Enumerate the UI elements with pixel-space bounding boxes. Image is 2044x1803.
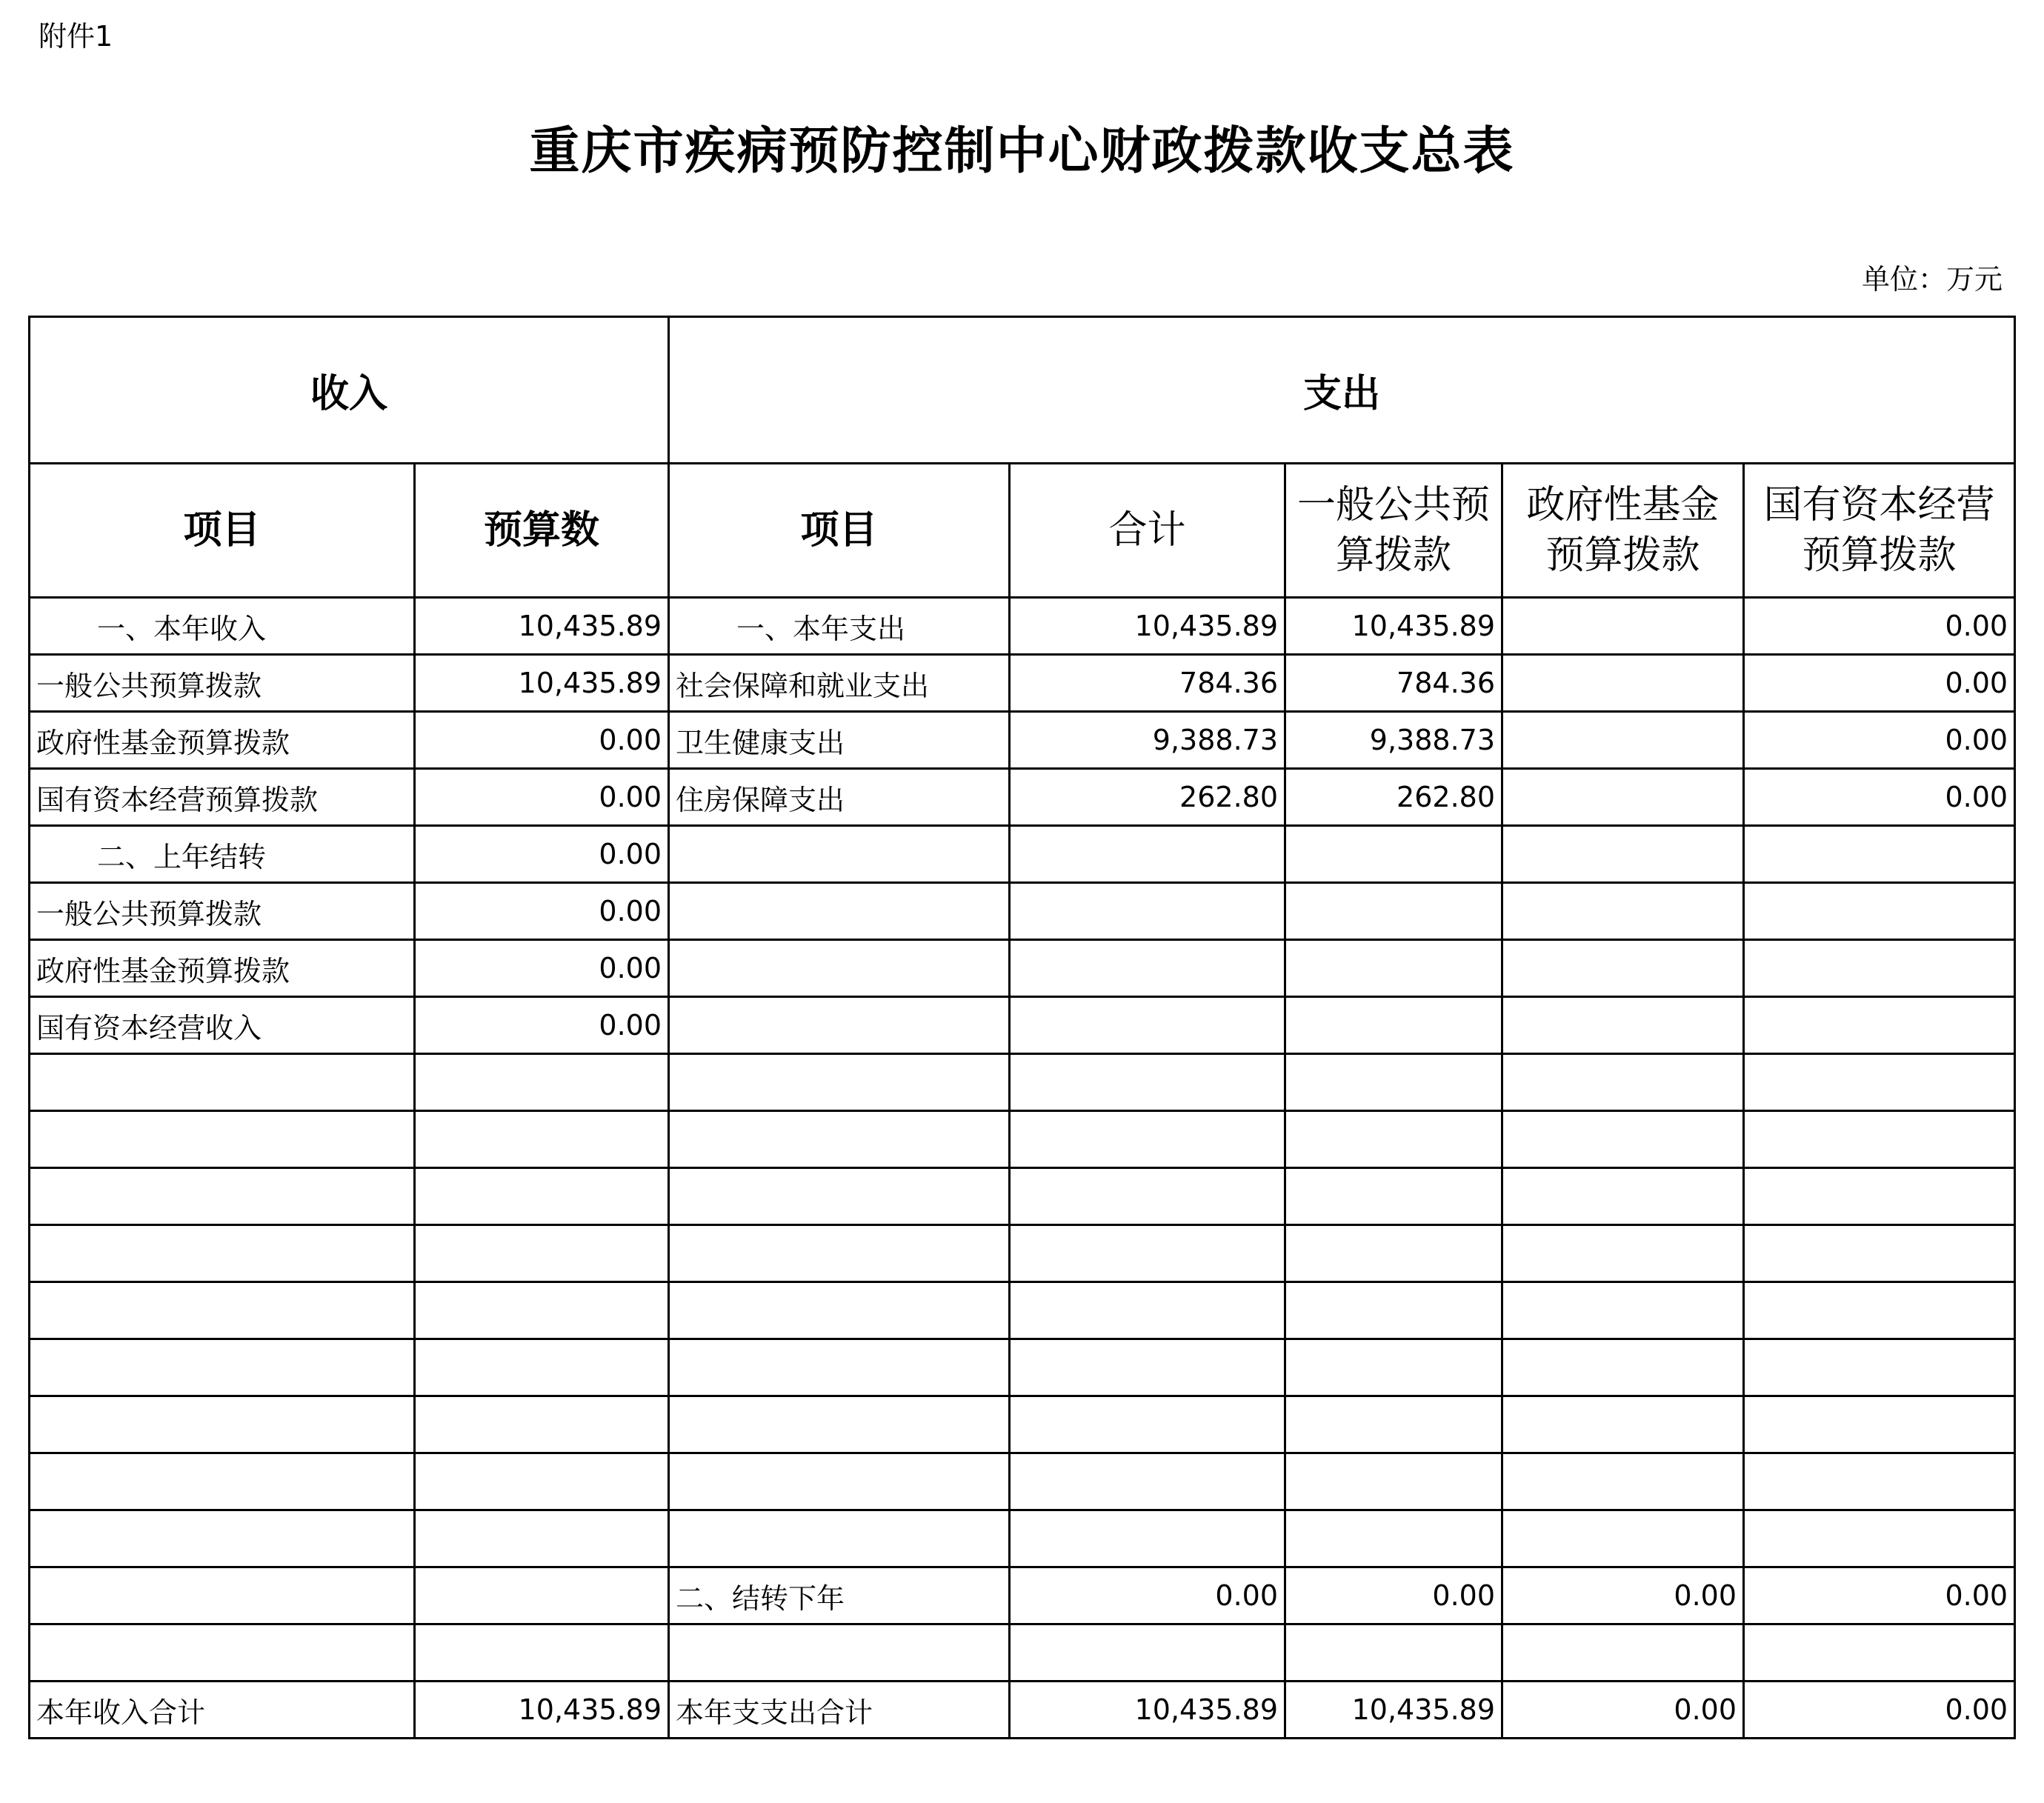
cell-gov-fund <box>1502 655 1744 712</box>
cell-general-public: 10,435.89 <box>1285 1682 1502 1739</box>
cell-total <box>1010 1282 1285 1339</box>
table-row <box>30 1225 2015 1282</box>
cell-total <box>1010 1339 1285 1396</box>
cell-budget: 10,435.89 <box>415 598 669 655</box>
cell-total <box>1010 1510 1285 1567</box>
cell-expense-item: 二、结转下年 <box>669 1567 1010 1624</box>
cell-total: 9,388.73 <box>1010 712 1285 769</box>
cell-state-capital <box>1744 1282 2015 1339</box>
cell-state-capital: 0.00 <box>1744 598 2015 655</box>
cell-total <box>1010 883 1285 940</box>
cell-income-item <box>30 1225 415 1282</box>
cell-income-item: 政府性基金预算拨款 <box>30 712 415 769</box>
cell-total: 262.80 <box>1010 769 1285 826</box>
table-row <box>30 883 2015 940</box>
col-income-item: 项目 <box>30 464 415 598</box>
page-title: 重庆市疾病预防控制中心财政拨款收支总表 <box>529 122 1515 181</box>
cell-total <box>1010 1453 1285 1510</box>
cell-total: 10,435.89 <box>1010 598 1285 655</box>
cell-income-item: 一、本年收入 <box>30 598 415 655</box>
cell-expense-item <box>669 1225 1010 1282</box>
cell-gov-fund <box>1502 1225 1744 1282</box>
cell-state-capital <box>1744 1225 2015 1282</box>
attachment-label: 附件1 <box>39 20 113 53</box>
cell-income-item <box>30 1567 415 1624</box>
cell-budget: 0.00 <box>415 769 669 826</box>
cell-expense-item <box>669 1111 1010 1168</box>
cell-general-public <box>1285 1225 1502 1282</box>
cell-budget <box>415 1567 669 1624</box>
cell-state-capital <box>1744 883 2015 940</box>
cell-gov-fund <box>1502 1510 1744 1567</box>
cell-gov-fund <box>1502 1111 1744 1168</box>
cell-gov-fund <box>1502 1339 1744 1396</box>
cell-expense-item <box>669 1624 1010 1682</box>
table-row <box>30 1111 2015 1168</box>
cell-budget <box>415 1282 669 1339</box>
cell-total <box>1010 940 1285 997</box>
cell-budget: 10,435.89 <box>415 1682 669 1739</box>
cell-general-public <box>1285 1510 1502 1567</box>
column-header-row <box>30 464 2015 598</box>
table-row <box>30 826 2015 883</box>
table-row <box>30 712 2015 769</box>
cell-general-public <box>1285 1453 1502 1510</box>
table-row <box>30 1624 2015 1682</box>
cell-budget: 0.00 <box>415 997 669 1054</box>
cell-budget: 10,435.89 <box>415 655 669 712</box>
cell-state-capital <box>1744 1111 2015 1168</box>
cell-total <box>1010 826 1285 883</box>
table-row <box>30 769 2015 826</box>
cell-budget: 0.00 <box>415 883 669 940</box>
cell-general-public: 10,435.89 <box>1285 598 1502 655</box>
cell-state-capital <box>1744 1510 2015 1567</box>
cell-budget <box>415 1396 669 1453</box>
cell-total <box>1010 997 1285 1054</box>
cell-state-capital <box>1744 1339 2015 1396</box>
cell-expense-item <box>669 1396 1010 1453</box>
cell-gov-fund <box>1502 1054 1744 1111</box>
table-row <box>30 997 2015 1054</box>
cell-expense-item: 社会保障和就业支出 <box>669 655 1010 712</box>
table-row <box>30 1054 2015 1111</box>
cell-total <box>1010 1624 1285 1682</box>
cell-general-public: 9,388.73 <box>1285 712 1502 769</box>
cell-budget <box>415 1453 669 1510</box>
cell-gov-fund: 0.00 <box>1502 1567 1744 1624</box>
cell-gov-fund <box>1502 826 1744 883</box>
cell-state-capital <box>1744 826 2015 883</box>
cell-state-capital <box>1744 1624 2015 1682</box>
col-budget: 预算数 <box>415 464 669 598</box>
table-row <box>30 1567 2015 1624</box>
cell-general-public <box>1285 1339 1502 1396</box>
cell-total <box>1010 1225 1285 1282</box>
cell-general-public <box>1285 1396 1502 1453</box>
cell-budget: 0.00 <box>415 940 669 997</box>
cell-general-public <box>1285 1282 1502 1339</box>
income-section-header: 收入 <box>30 317 669 464</box>
cell-income-item <box>30 1054 415 1111</box>
cell-income-item <box>30 1396 415 1453</box>
cell-gov-fund <box>1502 1282 1744 1339</box>
cell-budget <box>415 1510 669 1567</box>
cell-total: 10,435.89 <box>1010 1682 1285 1739</box>
cell-gov-fund <box>1502 997 1744 1054</box>
cell-budget <box>415 1111 669 1168</box>
table-row <box>30 1682 2015 1739</box>
cell-gov-fund <box>1502 940 1744 997</box>
cell-budget: 0.00 <box>415 712 669 769</box>
table-row <box>30 1510 2015 1567</box>
cell-income-item: 二、上年结转 <box>30 826 415 883</box>
cell-state-capital: 0.00 <box>1744 1682 2015 1739</box>
cell-budget: 0.00 <box>415 826 669 883</box>
cell-income-item <box>30 1282 415 1339</box>
cell-total: 784.36 <box>1010 655 1285 712</box>
cell-general-public: 262.80 <box>1285 769 1502 826</box>
cell-expense-item <box>669 1168 1010 1225</box>
cell-expense-item <box>669 1453 1010 1510</box>
cell-expense-item: 一、本年支出 <box>669 598 1010 655</box>
cell-gov-fund: 0.00 <box>1502 1682 1744 1739</box>
cell-state-capital <box>1744 1168 2015 1225</box>
table-row <box>30 1282 2015 1339</box>
cell-gov-fund <box>1502 769 1744 826</box>
cell-general-public <box>1285 1624 1502 1682</box>
cell-gov-fund <box>1502 1453 1744 1510</box>
cell-gov-fund <box>1502 712 1744 769</box>
cell-budget <box>415 1624 669 1682</box>
cell-gov-fund <box>1502 883 1744 940</box>
cell-expense-item <box>669 826 1010 883</box>
cell-total <box>1010 1111 1285 1168</box>
cell-gov-fund <box>1502 1624 1744 1682</box>
cell-expense-item <box>669 1054 1010 1111</box>
cell-general-public <box>1285 997 1502 1054</box>
cell-state-capital <box>1744 1054 2015 1111</box>
cell-general-public <box>1285 826 1502 883</box>
cell-expense-item <box>669 1510 1010 1567</box>
cell-general-public <box>1285 1054 1502 1111</box>
cell-expense-item: 卫生健康支出 <box>669 712 1010 769</box>
cell-state-capital <box>1744 1396 2015 1453</box>
table-row <box>30 655 2015 712</box>
cell-state-capital <box>1744 940 2015 997</box>
cell-state-capital <box>1744 997 2015 1054</box>
cell-income-item <box>30 1339 415 1396</box>
expense-section-header: 支出 <box>669 317 2015 464</box>
cell-expense-item: 住房保障支出 <box>669 769 1010 826</box>
cell-general-public <box>1285 940 1502 997</box>
cell-income-item: 本年收入合计 <box>30 1682 415 1739</box>
cell-total <box>1010 1168 1285 1225</box>
cell-budget <box>415 1168 669 1225</box>
section-header-row <box>30 317 2015 464</box>
cell-general-public: 784.36 <box>1285 655 1502 712</box>
unit-label: 单位：万元 <box>1861 263 2003 296</box>
cell-state-capital: 0.00 <box>1744 655 2015 712</box>
cell-budget <box>415 1225 669 1282</box>
cell-expense-item: 本年支支出合计 <box>669 1682 1010 1739</box>
cell-expense-item <box>669 997 1010 1054</box>
cell-total: 0.00 <box>1010 1567 1285 1624</box>
cell-expense-item <box>669 940 1010 997</box>
cell-expense-item <box>669 1339 1010 1396</box>
cell-income-item: 政府性基金预算拨款 <box>30 940 415 997</box>
table-row <box>30 1453 2015 1510</box>
cell-income-item: 一般公共预算拨款 <box>30 655 415 712</box>
budget-table <box>28 316 2016 1739</box>
cell-general-public <box>1285 1168 1502 1225</box>
cell-general-public <box>1285 883 1502 940</box>
col-general-public: 一般公共预算拨款 <box>1285 464 1502 598</box>
table-row <box>30 1396 2015 1453</box>
table-row <box>30 1339 2015 1396</box>
cell-gov-fund <box>1502 598 1744 655</box>
cell-income-item: 国有资本经营预算拨款 <box>30 769 415 826</box>
cell-total <box>1010 1396 1285 1453</box>
table-row <box>30 940 2015 997</box>
cell-income-item <box>30 1453 415 1510</box>
cell-gov-fund <box>1502 1396 1744 1453</box>
cell-income-item <box>30 1624 415 1682</box>
cell-state-capital <box>1744 1453 2015 1510</box>
col-expense-item: 项目 <box>669 464 1010 598</box>
table-row <box>30 598 2015 655</box>
cell-budget <box>415 1054 669 1111</box>
cell-income-item <box>30 1510 415 1567</box>
col-gov-fund: 政府性基金预算拨款 <box>1502 464 1744 598</box>
cell-expense-item <box>669 883 1010 940</box>
col-state-capital: 国有资本经营预算拨款 <box>1744 464 2015 598</box>
cell-state-capital: 0.00 <box>1744 712 2015 769</box>
cell-expense-item <box>669 1282 1010 1339</box>
cell-budget <box>415 1339 669 1396</box>
cell-income-item <box>30 1168 415 1225</box>
cell-gov-fund <box>1502 1168 1744 1225</box>
cell-total <box>1010 1054 1285 1111</box>
cell-general-public: 0.00 <box>1285 1567 1502 1624</box>
cell-general-public <box>1285 1111 1502 1168</box>
cell-income-item: 国有资本经营收入 <box>30 997 415 1054</box>
cell-income-item <box>30 1111 415 1168</box>
cell-income-item: 一般公共预算拨款 <box>30 883 415 940</box>
table-row <box>30 1168 2015 1225</box>
cell-state-capital: 0.00 <box>1744 1567 2015 1624</box>
col-total: 合计 <box>1010 464 1285 598</box>
cell-state-capital: 0.00 <box>1744 769 2015 826</box>
